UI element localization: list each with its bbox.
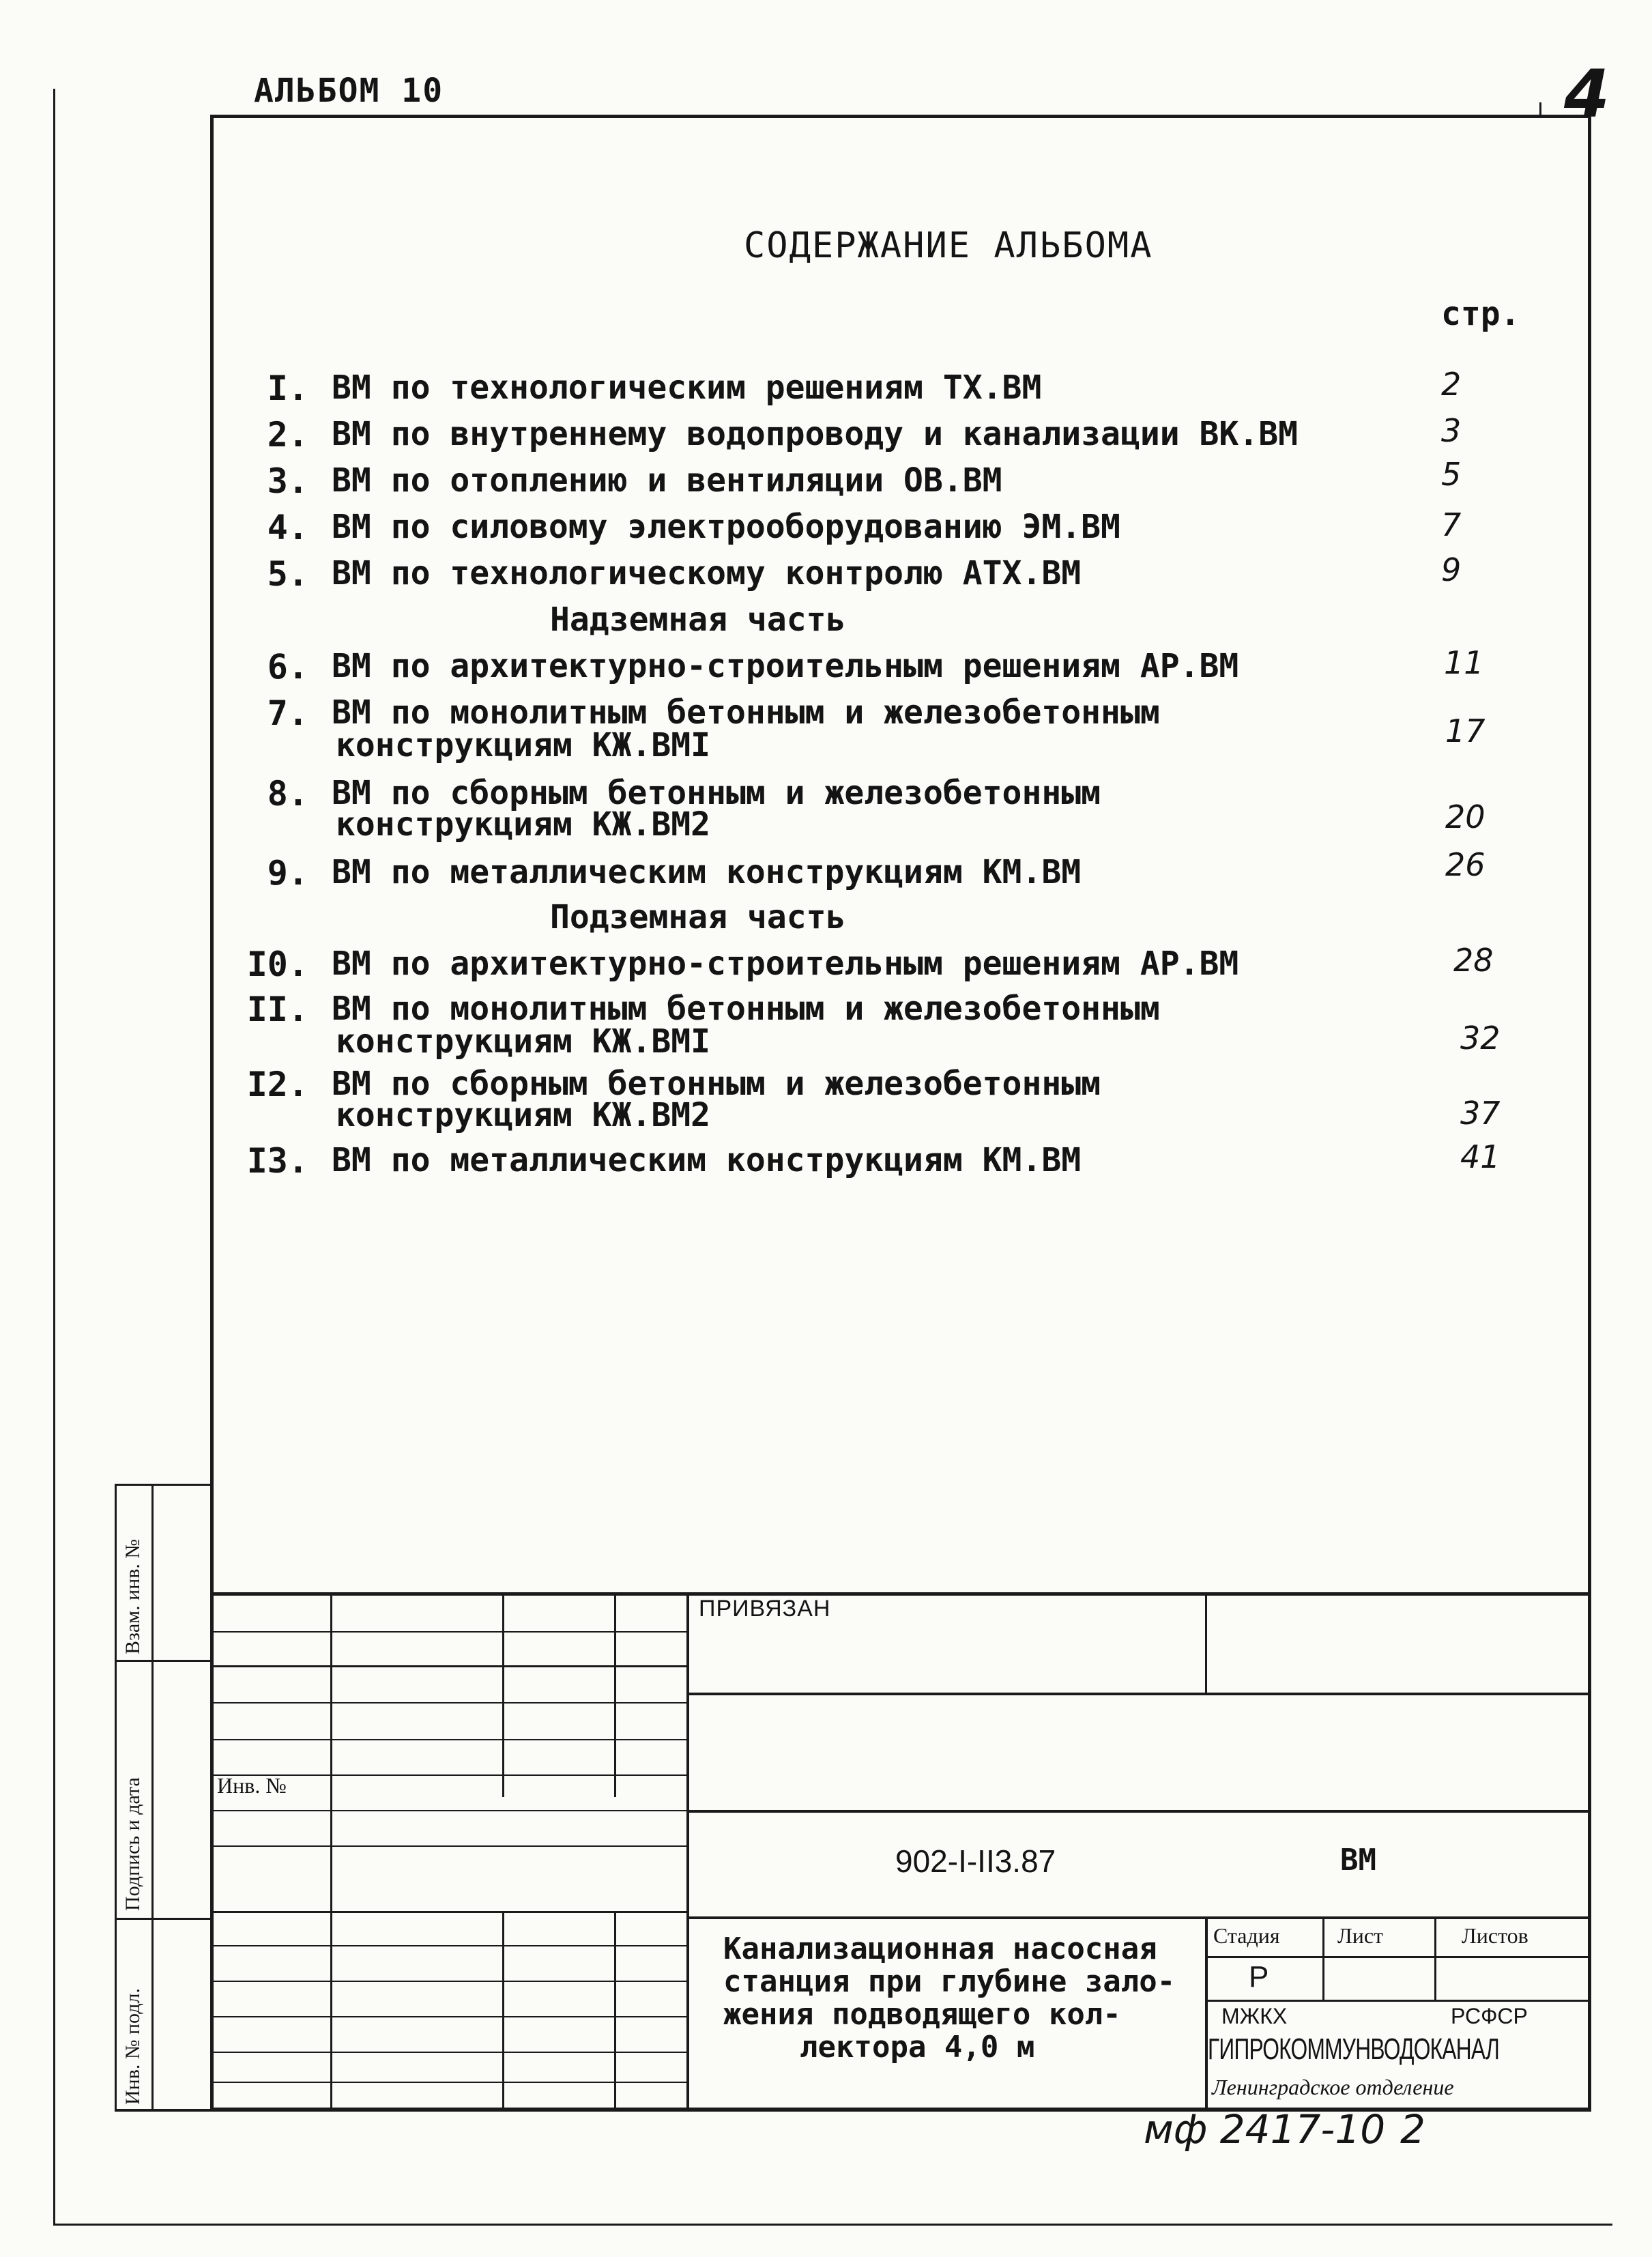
- toc-item-number: II.: [246, 990, 308, 1029]
- grid-hline: [210, 1911, 688, 1913]
- contents-title: СОДЕРЖАНИЕ АЛЬБОМА: [744, 225, 1153, 266]
- grid-hline: [210, 1981, 688, 1982]
- sheet-column-header: Лист: [1337, 1923, 1384, 1948]
- toc-item-page: 37: [1460, 1095, 1501, 1132]
- toc-item-text: ВМ по технологическому контролю АТХ.ВМ: [332, 554, 1082, 592]
- toc-item-page: 26: [1445, 846, 1486, 883]
- toc-item-text: ВМ по отоплению и вентиляции ОВ.ВМ: [332, 461, 1002, 500]
- toc-item-number: I.: [267, 369, 308, 408]
- toc-item-text: ВМ по технологическим решениям ТХ.ВМ: [332, 369, 1042, 407]
- object-title-line: лектора 4,0 м: [800, 2030, 1035, 2065]
- grid-hline: [210, 1631, 688, 1633]
- toc-item-page: 20: [1445, 799, 1486, 835]
- grid-hline: [210, 1665, 688, 1667]
- sheets-column-header: Листов: [1462, 1923, 1528, 1948]
- privyazan-label: ПРИВЯЗАН: [699, 1596, 831, 1622]
- toc-item-page: 9: [1441, 551, 1462, 588]
- toc-item-text: ВМ по сборным бетонным и железобетонным: [332, 1065, 1101, 1103]
- toc-item-number: 3.: [267, 461, 308, 501]
- toc-item-number: I2.: [246, 1065, 308, 1104]
- toc-item-text: ВМ по монолитным бетонным и железобетонным: [332, 990, 1160, 1028]
- grid-hline: [210, 2016, 688, 2017]
- album-label: АЛЬБОМ 10: [254, 72, 444, 110]
- document-code: 902-I-II3.87: [895, 1843, 1056, 1879]
- bottom-page-line: [53, 2224, 1612, 2226]
- grid-hline: [210, 1810, 688, 1811]
- toc-item-text: ВМ по металлическим конструкциям КМ.ВМ: [332, 1141, 1082, 1179]
- stamp-hline: [1205, 1956, 1591, 1958]
- handwritten-reference: мф 2417-10: [1144, 2106, 1386, 2153]
- grid-hline: [210, 2082, 688, 2083]
- grid-vline: [614, 1592, 616, 1797]
- republic-label: РСФСР: [1451, 2004, 1528, 2028]
- toc-item-page: 3: [1441, 412, 1462, 449]
- toc-item-page: 5: [1441, 456, 1462, 493]
- replaced-inv-label: Взам. инв. №: [121, 1538, 144, 1654]
- toc-item-text: ВМ по металлическим конструкциям КМ.ВМ: [332, 853, 1082, 891]
- toc-item-text: ВМ по сборным бетонным и железобетонным: [332, 774, 1101, 812]
- side-strip-outer: [115, 1485, 117, 2112]
- toc-item-page: 2: [1441, 366, 1462, 403]
- toc-item-number: 9.: [267, 853, 308, 893]
- toc-item-number: 8.: [267, 774, 308, 814]
- sheet-number: 4: [1564, 56, 1610, 132]
- toc-item-page: 11: [1444, 644, 1484, 681]
- side-strip-inner: [151, 1485, 154, 2112]
- object-title-line: Канализационная насосная: [723, 1931, 1157, 1966]
- section-heading-above-ground: Надземная часть: [550, 601, 846, 639]
- toc-item-text-continued: конструкциям КЖ.ВМI: [336, 1022, 711, 1061]
- toc-item-text-continued: конструкциям КЖ.ВМ2: [336, 805, 711, 844]
- grid-vline: [330, 1592, 332, 2111]
- stamp-top-line: [210, 1592, 1591, 1596]
- document-mark: ВМ: [1340, 1843, 1376, 1878]
- toc-item-page: 17: [1445, 713, 1486, 749]
- toc-item-text: ВМ по монолитным бетонным и железобетонным: [332, 693, 1160, 732]
- toc-item-page: 32: [1460, 1020, 1501, 1056]
- ministry-label: МЖКХ: [1221, 2004, 1288, 2028]
- handwritten-page: 2: [1400, 2106, 1425, 2153]
- toc-item-number: 7.: [267, 693, 308, 733]
- toc-item-number: I3.: [246, 1141, 308, 1181]
- organization-branch: Ленинградское отделение: [1212, 2075, 1454, 2099]
- stamp-hline: [686, 1810, 1591, 1813]
- grid-hline: [210, 1739, 688, 1740]
- grid-hline: [210, 1702, 688, 1703]
- side-strip-divider: [115, 1660, 212, 1662]
- grid-vline: [502, 1592, 504, 1797]
- toc-item-text: ВМ по силовому электрооборудованию ЭМ.ВМ: [332, 508, 1120, 546]
- grid-hline: [210, 2052, 688, 2053]
- stamp-vline: [1205, 1916, 1208, 2111]
- side-strip-top: [115, 1484, 212, 1486]
- stamp-hline: [686, 1916, 1591, 1919]
- toc-item-page: 41: [1460, 1138, 1501, 1175]
- toc-item-text-continued: конструкциям КЖ.ВМI: [336, 726, 711, 764]
- sheet-number-tick: [1539, 102, 1541, 116]
- toc-item-text: ВМ по внутреннему водопроводу и канализации ВК.ВМ: [332, 415, 1299, 453]
- inv-number-label: Инв. №: [217, 1773, 287, 1798]
- toc-item-number: 5.: [267, 554, 308, 594]
- grid-hline: [210, 1945, 688, 1946]
- stamp-vline: [1322, 1916, 1324, 2001]
- page-column-header: стр.: [1441, 295, 1520, 333]
- toc-item-page: 7: [1441, 506, 1462, 543]
- toc-item-text-continued: конструкциям КЖ.ВМ2: [336, 1096, 711, 1134]
- object-title-line: жения подводящего кол-: [723, 1997, 1121, 2032]
- stamp-hline: [1205, 2000, 1591, 2002]
- grid-hline: [210, 1845, 688, 1847]
- toc-item-number: 6.: [267, 647, 308, 687]
- section-heading-underground: Подземная часть: [550, 898, 846, 936]
- toc-item-page: 28: [1453, 942, 1494, 979]
- toc-item-number: 4.: [267, 508, 308, 547]
- grid-vline: [686, 1592, 689, 2111]
- toc-item-text: ВМ по архитектурно-строительным решениям АР.ВМ: [332, 945, 1239, 983]
- left-margin-line: [53, 89, 55, 2225]
- original-inv-label: Инв. № подл.: [121, 1988, 144, 2105]
- stamp-vline: [1434, 1916, 1436, 2001]
- toc-item-number: 2.: [267, 415, 308, 455]
- toc-item-number: I0.: [246, 945, 308, 984]
- toc-item-text: ВМ по архитектурно-строительным решениям АР.ВМ: [332, 647, 1239, 685]
- stage-column-header: Стадия: [1213, 1923, 1280, 1948]
- stamp-vline: [1205, 1592, 1207, 1695]
- stamp-hline: [686, 1693, 1591, 1695]
- object-title-line: станция при глубине зало-: [723, 1964, 1176, 1999]
- side-strip-divider: [115, 1918, 212, 1920]
- signature-date-label: Подпись и дата: [121, 1777, 144, 1911]
- organization-name: ГИПРОКОММУНВОДОКАНАЛ: [1208, 2032, 1500, 2066]
- stage-value: Р: [1249, 1960, 1269, 1994]
